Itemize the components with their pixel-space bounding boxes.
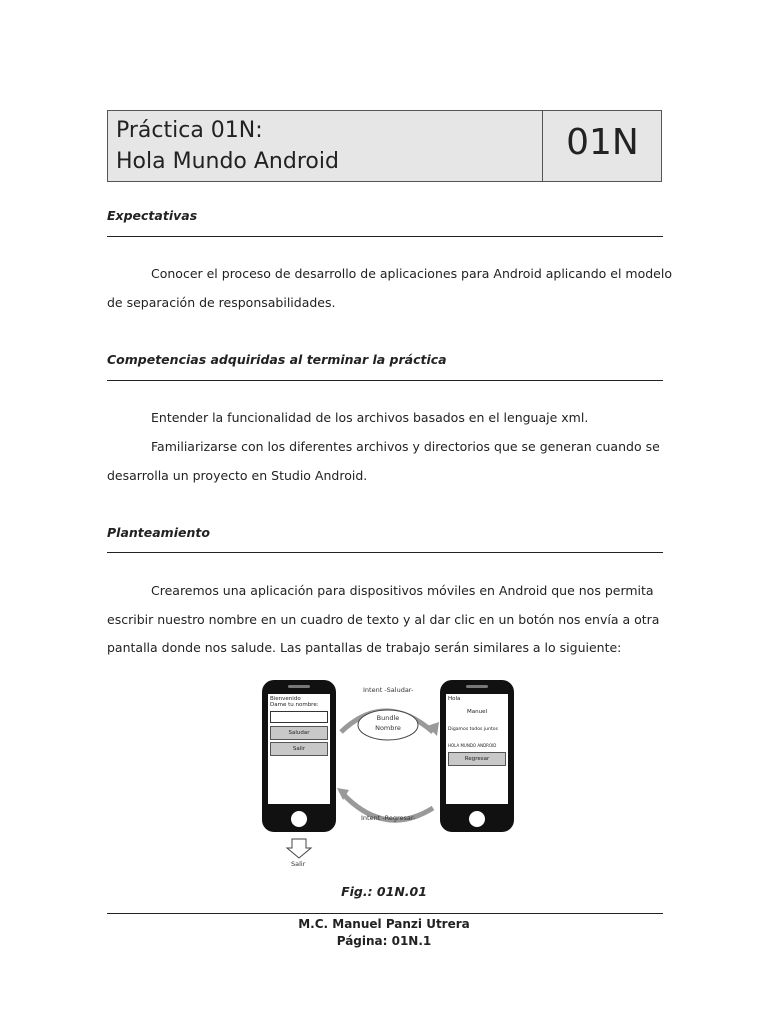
planteamiento-line-3: pantalla donde nos salude. Las pantallas de trabajo serán similares a lo siguiente: xyxy=(107,640,622,655)
exit-label: Salir xyxy=(291,860,306,868)
saludar-button: Saludar xyxy=(270,726,328,740)
expectativas-line-2: de separación de responsabilidades. xyxy=(107,295,336,310)
divider xyxy=(107,380,663,381)
hola-text: Hola xyxy=(448,696,461,702)
practice-code: 01N xyxy=(566,122,639,163)
footer-divider xyxy=(107,913,663,914)
exit-arrow-icon xyxy=(287,839,311,858)
competencias-para-1: Entender la funcionalidad de los archivos basados en el lenguaje xml. xyxy=(151,410,589,425)
intent-saludar-label: Intent -Saludar- xyxy=(363,686,414,694)
digamos-text: Digamos todos juntos xyxy=(448,727,498,732)
intent-regresar-label: Intent -Regresar- xyxy=(361,814,416,822)
divider xyxy=(107,236,663,237)
bundle-label-1: Bundle xyxy=(376,714,400,722)
practice-title xyxy=(108,111,543,181)
bundle-label-2: Nombre xyxy=(375,724,401,732)
competencias-para-2-line-1: Familiarizarse con los diferentes archivos y directorios que se generan cuando se xyxy=(151,439,660,454)
footer-page: Página: 01N.1 xyxy=(336,934,432,948)
heading-planteamiento: Planteamiento xyxy=(107,525,210,540)
flow-arrows xyxy=(255,676,525,876)
planteamiento-line-1: Crearemos una aplicación para dispositivos móviles en Android que nos permita xyxy=(151,583,654,598)
competencias-para-2-line-2: desarrolla un proyecto en Studio Android. xyxy=(107,468,368,483)
heading-expectativas: Expectativas xyxy=(107,208,198,223)
footer-author: M.C. Manuel Panzi Utrera xyxy=(298,917,470,931)
figure-caption: Fig.: 01N.01 xyxy=(341,884,427,899)
title-line-1: Práctica 01N: xyxy=(116,118,263,143)
hola-mundo-text: HOLA MUNDO ANDROID xyxy=(448,743,497,748)
welcome-text: Bienvenido xyxy=(270,696,301,702)
regresar-button: Regresar xyxy=(448,752,506,766)
name-text: Manuel xyxy=(467,709,487,715)
title-box xyxy=(107,110,662,182)
figure-diagram xyxy=(255,676,525,876)
expectativas-line-1: Conocer el proceso de desarrollo de aplicaciones para Android aplicando el modelo xyxy=(151,266,672,281)
planteamiento-line-2: escribir nuestro nombre en un cuadro de texto y al dar clic en un botón nos envía a otra xyxy=(107,612,660,627)
heading-competencias: Competencias adquiridas al terminar la práctica xyxy=(107,352,447,367)
name-prompt: Dame tu nombre: xyxy=(270,702,319,708)
divider xyxy=(107,552,663,553)
title-line-2: Hola Mundo Android xyxy=(116,149,339,174)
salir-button: Salir xyxy=(270,742,328,756)
